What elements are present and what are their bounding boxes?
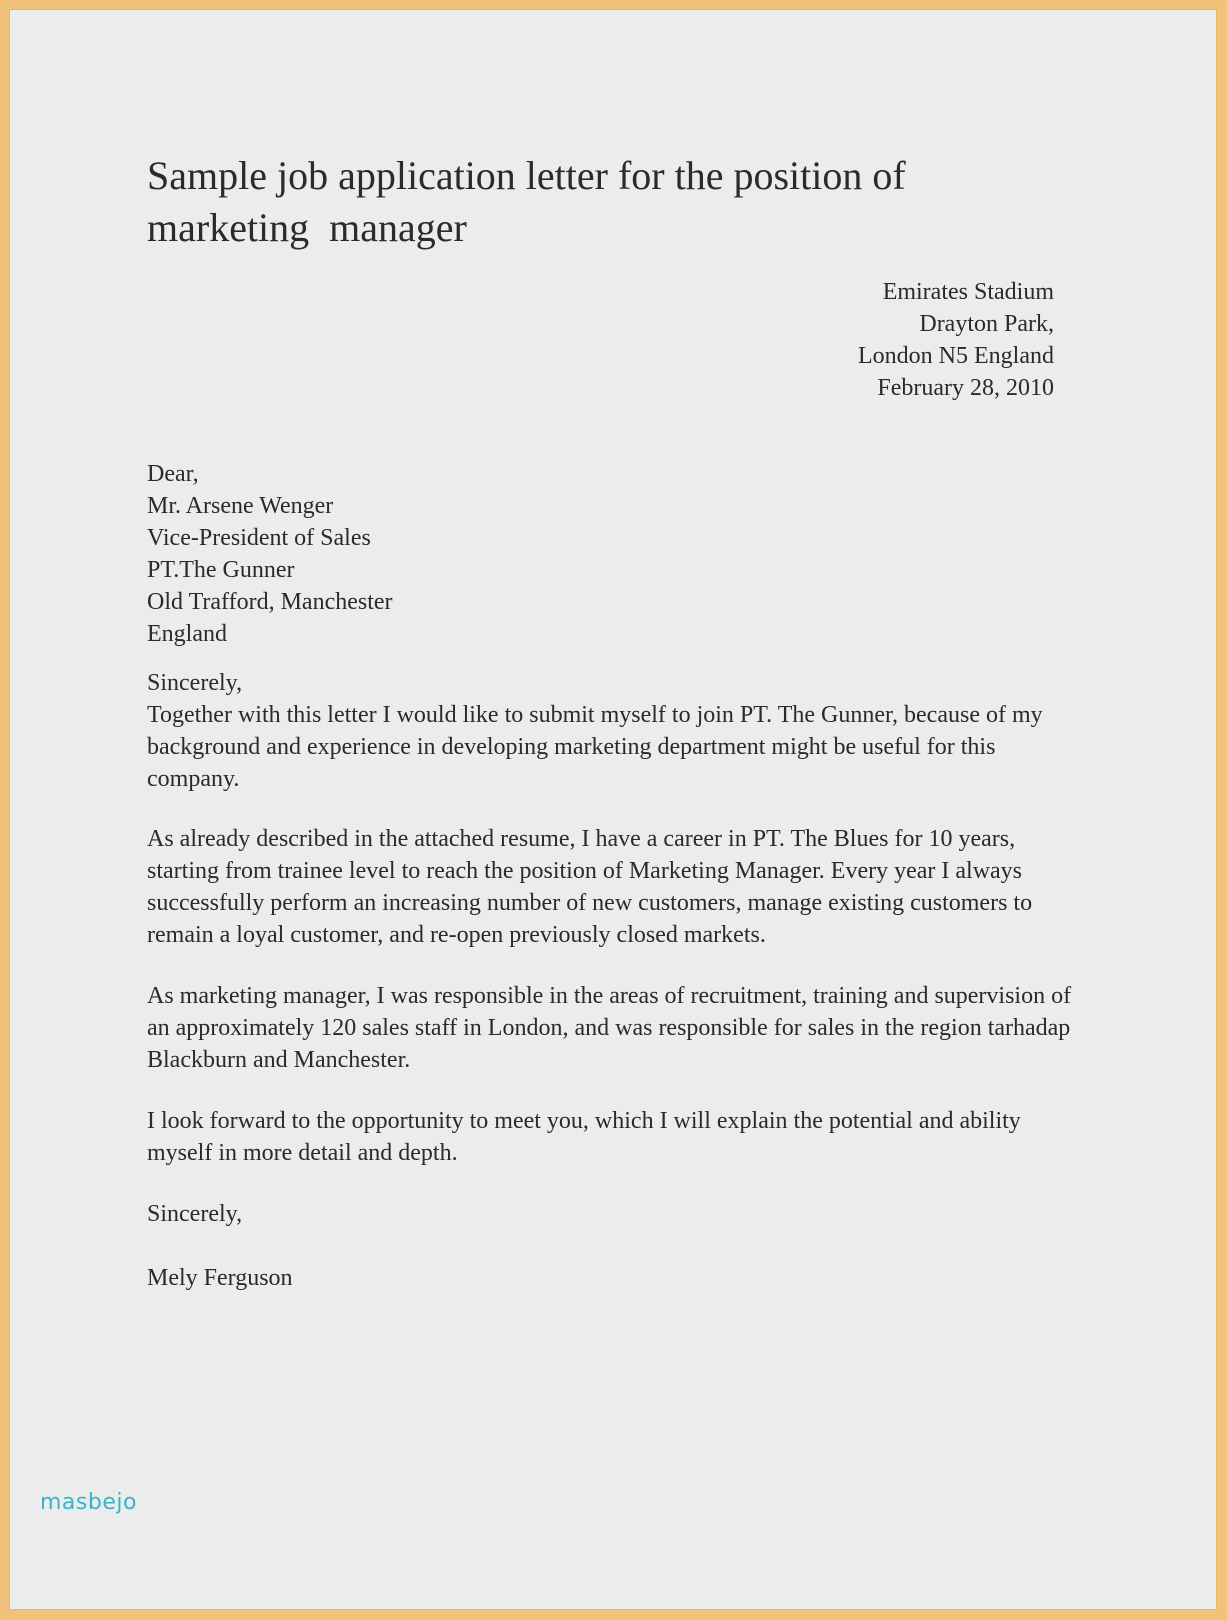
salutation: Dear,: [147, 461, 199, 487]
title-line-2: marketing manager: [147, 205, 467, 250]
paragraph-line: an approximately 120 sales staff in London, and was responsible for sales in the region tarhadap: [147, 1015, 1071, 1041]
paragraph-line: As already described in the attached resume, I have a career in PT. The Blues for 10 years,: [147, 826, 1016, 852]
page-title: [147, 150, 967, 254]
address-line: Drayton Park,: [919, 311, 1054, 337]
paragraph-line: successfully perform an increasing number of new customers, manage existing customers to: [147, 890, 1033, 916]
address-line: Emirates Stadium: [882, 279, 1054, 305]
paragraph-1: [147, 699, 1043, 795]
title-line-1: Sample job application letter for the position of: [147, 153, 906, 198]
paragraph-line: Blackburn and Manchester.: [147, 1047, 411, 1073]
recipient-company: PT.The Gunner: [147, 557, 295, 583]
signature-name: Mely Ferguson: [147, 1265, 293, 1291]
recipient-title: Vice-President of Sales: [147, 525, 371, 551]
address-line: London N5 England: [858, 343, 1054, 369]
closing: [147, 1198, 242, 1230]
paragraph-line: company.: [147, 766, 240, 792]
paragraph-line: starting from trainee level to reach the position of Marketing Manager. Every year I always: [147, 858, 1023, 884]
paragraph-4: [147, 1105, 1021, 1169]
recipient-block: [147, 458, 393, 650]
recipient-name: Mr. Arsene Wenger: [147, 493, 334, 519]
paragraph-line: As marketing manager, I was responsible in the areas of recruitment, training and supervision of: [147, 983, 1072, 1009]
opening-sincerely: [147, 667, 242, 699]
paragraph-line: background and experience in developing marketing department might be useful for this: [147, 734, 996, 760]
opening-sincerely-text: Sincerely,: [147, 670, 243, 696]
watermark-logo: masbejo: [40, 1490, 137, 1515]
sender-address: [858, 276, 1054, 404]
paragraph-2: [147, 823, 1032, 951]
signature: [147, 1262, 293, 1294]
recipient-country: England: [147, 621, 227, 647]
paragraph-3: [147, 980, 1071, 1076]
paragraph-line: I look forward to the opportunity to meet you, which I will explain the potential and ability: [147, 1108, 1021, 1134]
paragraph-line: myself in more detail and depth.: [147, 1140, 458, 1166]
paragraph-line: Together with this letter I would like to submit myself to join PT. The Gunner, because of my: [147, 702, 1043, 728]
closing-text: Sincerely,: [147, 1201, 243, 1227]
recipient-address: Old Trafford, Manchester: [147, 589, 393, 615]
letter-page: [9, 9, 1217, 1610]
letter-date: February 28, 2010: [877, 375, 1054, 401]
paragraph-line: remain a loyal customer, and re-open previously closed markets.: [147, 922, 766, 948]
